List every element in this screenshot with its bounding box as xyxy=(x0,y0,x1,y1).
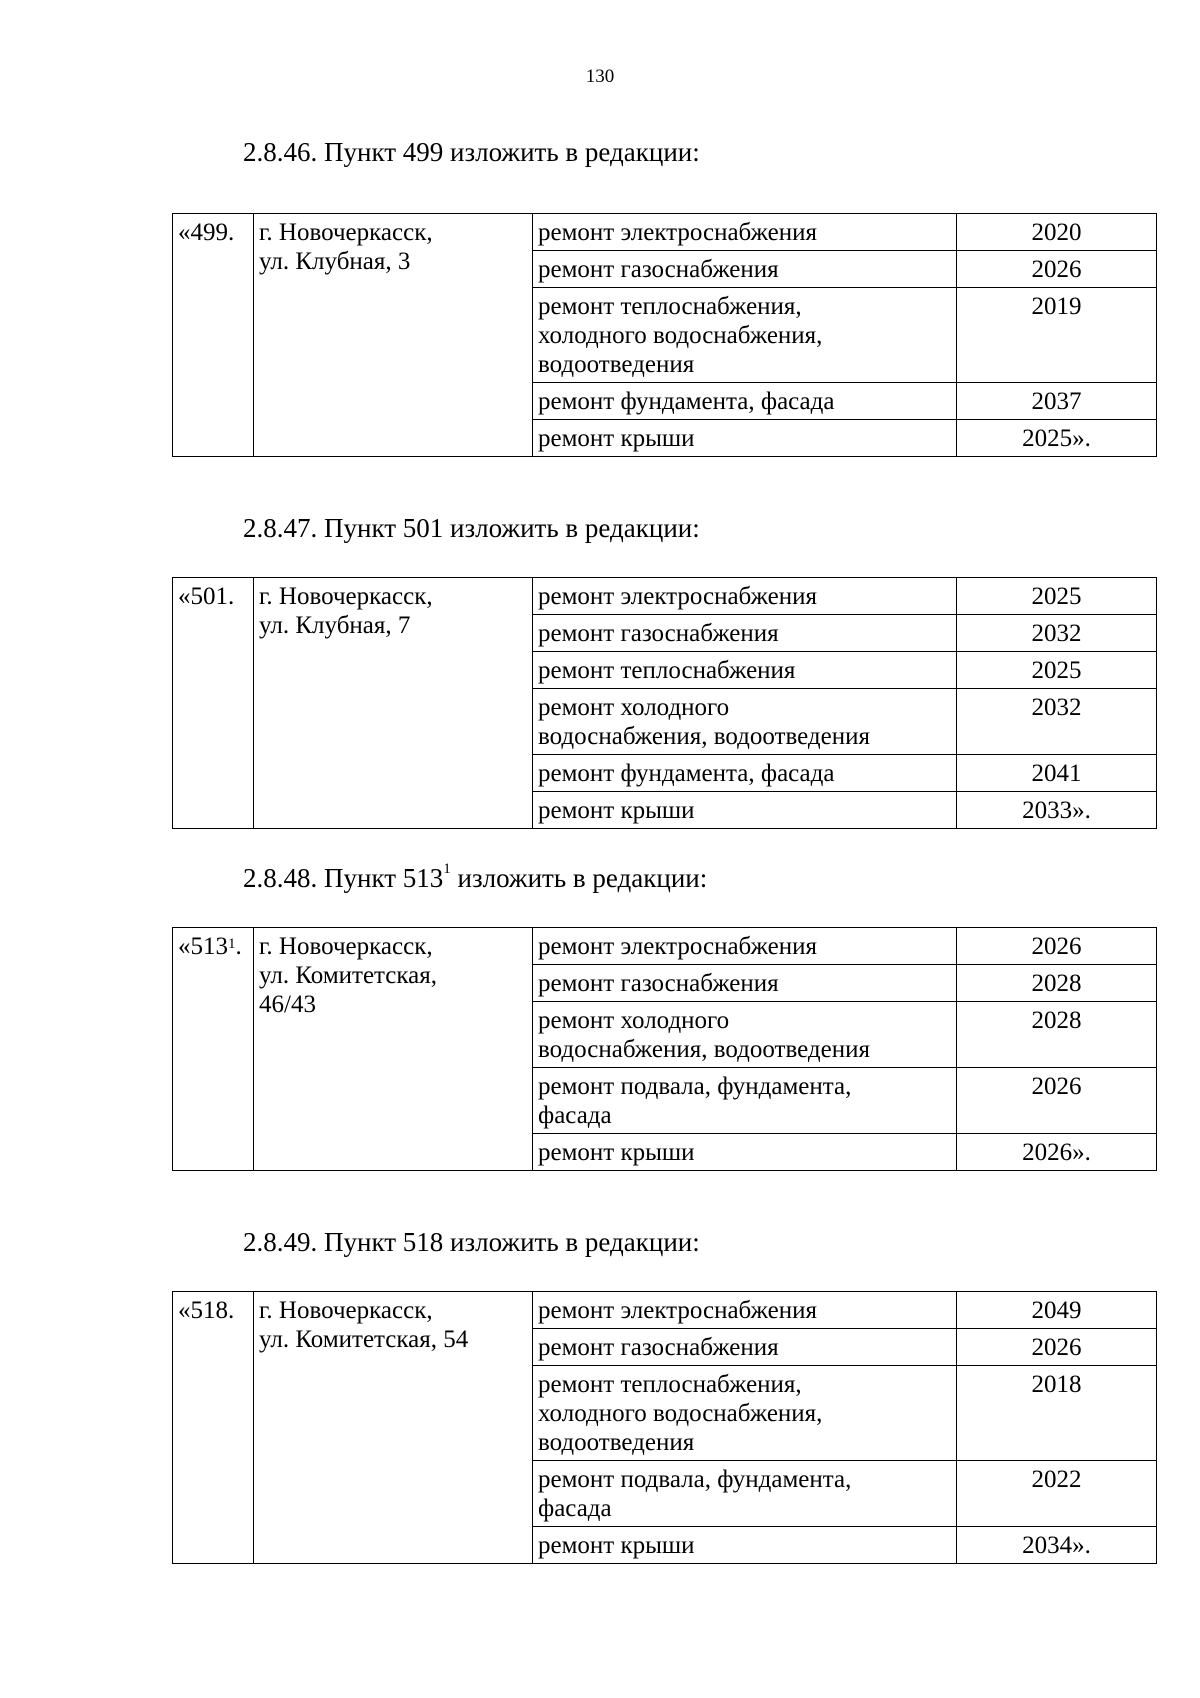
table-row xyxy=(173,928,1157,965)
work-type-text: ремонт теплоснабжения, xyxy=(538,293,802,320)
work-type-text: ремонт фундамента, фасада xyxy=(538,388,835,415)
year-value: 2032 xyxy=(1031,620,1082,647)
section-heading xyxy=(243,513,700,544)
work-type-text: ремонт подвала, фундамента, xyxy=(538,1466,852,1493)
year-value: 2025 xyxy=(1031,583,1082,610)
work-type-cell xyxy=(533,214,957,251)
year-cell xyxy=(957,420,1157,457)
year-cell xyxy=(957,1292,1157,1329)
work-type-text: ремонт холодного xyxy=(538,694,730,721)
work-type-text: ремонт теплоснабжения xyxy=(538,657,796,684)
work-type-cell xyxy=(533,1002,957,1068)
year-cell xyxy=(957,792,1157,829)
heading-text-tail: изложить в редакции: xyxy=(443,1227,700,1257)
work-type-text: ремонт крыши xyxy=(538,1532,695,1559)
item-number-cell xyxy=(173,578,254,829)
work-type-cell xyxy=(533,1134,957,1171)
heading-superscript: 1 xyxy=(443,861,451,877)
year-value: 2028 xyxy=(1031,1007,1082,1034)
work-type-text: ремонт крыши xyxy=(538,1139,695,1166)
work-type-text: ремонт электроснабжения xyxy=(538,583,817,610)
address-line: г. Новочеркасск, xyxy=(259,933,433,960)
work-type-text: ремонт крыши xyxy=(538,797,695,824)
work-type-text: ремонт газоснабжения xyxy=(538,970,779,997)
year-value: 2018 xyxy=(1031,1371,1082,1398)
work-type-cell xyxy=(533,420,957,457)
work-type-text: фасада xyxy=(538,1495,612,1522)
work-type-text: ремонт газоснабжения xyxy=(538,620,779,647)
year-value: 2025 xyxy=(1031,657,1082,684)
work-type-text: фасада xyxy=(538,1102,612,1129)
year-cell xyxy=(957,1002,1157,1068)
work-type-cell xyxy=(533,1068,957,1134)
year-cell xyxy=(957,1527,1157,1564)
item-number: «501. xyxy=(178,583,235,610)
table-row xyxy=(173,1292,1157,1329)
year-value: 2032 xyxy=(1031,694,1082,721)
year-cell xyxy=(957,928,1157,965)
work-type-cell xyxy=(533,1329,957,1366)
item-number: «513 xyxy=(178,933,228,960)
year-value: 2028 xyxy=(1031,970,1082,997)
address-cell xyxy=(254,928,533,1171)
year-value: 2025». xyxy=(1022,425,1091,452)
year-cell xyxy=(957,214,1157,251)
work-type-text: водоснабжения, водоотведения xyxy=(538,1036,870,1063)
work-type-text: ремонт крыши xyxy=(538,425,695,452)
amendment-table xyxy=(172,927,1157,1171)
year-value: 2037 xyxy=(1031,388,1082,415)
section-heading xyxy=(243,1227,700,1258)
year-value: 2026 xyxy=(1031,256,1082,283)
table-row xyxy=(173,578,1157,615)
section-heading xyxy=(243,137,700,168)
year-value: 2041 xyxy=(1031,760,1082,787)
year-cell xyxy=(957,1366,1157,1461)
work-type-text: ремонт подвала, фундамента, xyxy=(538,1073,852,1100)
address-cell xyxy=(254,1292,533,1564)
year-cell xyxy=(957,1068,1157,1134)
year-cell xyxy=(957,383,1157,420)
item-number-superscript: 1 xyxy=(228,936,236,952)
item-number: «518. xyxy=(178,1297,235,1324)
year-value: 2026 xyxy=(1031,933,1082,960)
work-type-text: холодного водоснабжения, xyxy=(538,1400,823,1427)
heading-text: 2.8.49. Пункт 518 xyxy=(243,1227,444,1257)
year-value: 2026 xyxy=(1031,1334,1082,1361)
work-type-cell xyxy=(533,1292,957,1329)
year-value: 2026». xyxy=(1022,1139,1091,1166)
year-value: 2020 xyxy=(1031,219,1082,246)
work-type-cell xyxy=(533,251,957,288)
work-type-text: водоотведения xyxy=(538,351,695,378)
work-type-cell xyxy=(533,652,957,689)
amendment-table xyxy=(172,213,1157,457)
work-type-cell xyxy=(533,615,957,652)
item-number-cell xyxy=(173,214,254,457)
work-type-text: ремонт электроснабжения xyxy=(538,933,817,960)
table-row xyxy=(173,214,1157,251)
heading-text-tail: изложить в редакции: xyxy=(443,513,700,543)
item-number: «499. xyxy=(178,219,235,246)
work-type-text: водоснабжения, водоотведения xyxy=(538,723,870,750)
address-line: г. Новочеркасск, xyxy=(259,219,433,246)
year-cell xyxy=(957,288,1157,383)
year-value: 2034». xyxy=(1022,1532,1091,1559)
year-value: 2019 xyxy=(1031,293,1082,320)
year-value: 2022 xyxy=(1031,1466,1082,1493)
heading-text-tail: изложить в редакции: xyxy=(450,863,708,893)
item-number-cell xyxy=(173,928,254,1171)
work-type-text: ремонт газоснабжения xyxy=(538,1334,779,1361)
address-line: 46/43 xyxy=(259,991,316,1018)
year-value: 2026 xyxy=(1031,1073,1082,1100)
address-line: ул. Клубная, 7 xyxy=(259,612,411,639)
item-number-tail: . xyxy=(235,933,242,960)
heading-text: 2.8.48. Пункт 513 xyxy=(243,863,444,893)
year-cell xyxy=(957,578,1157,615)
year-cell xyxy=(957,1329,1157,1366)
work-type-text: ремонт фундамента, фасада xyxy=(538,760,835,787)
work-type-cell xyxy=(533,792,957,829)
work-type-cell xyxy=(533,1366,957,1461)
work-type-cell xyxy=(533,689,957,755)
address-line: ул. Клубная, 3 xyxy=(259,248,411,275)
year-cell xyxy=(957,615,1157,652)
address-cell xyxy=(254,578,533,829)
work-type-text: ремонт холодного xyxy=(538,1007,730,1034)
work-type-cell xyxy=(533,1527,957,1564)
work-type-text: холодного водоснабжения, xyxy=(538,322,823,349)
amendment-table xyxy=(172,1291,1157,1564)
year-cell xyxy=(957,652,1157,689)
year-cell xyxy=(957,965,1157,1002)
work-type-cell xyxy=(533,928,957,965)
work-type-text: ремонт теплоснабжения, xyxy=(538,1371,802,1398)
work-type-cell xyxy=(533,383,957,420)
heading-text: 2.8.46. Пункт 499 xyxy=(243,137,444,167)
address-line: г. Новочеркасск, xyxy=(259,1297,433,1324)
item-number-cell xyxy=(173,1292,254,1564)
address-line: ул. Комитетская, xyxy=(259,962,437,989)
amendment-table xyxy=(172,577,1157,829)
work-type-text: ремонт газоснабжения xyxy=(538,256,779,283)
section-heading xyxy=(243,863,707,894)
work-type-text: ремонт электроснабжения xyxy=(538,1297,817,1324)
year-cell xyxy=(957,1461,1157,1527)
work-type-cell xyxy=(533,755,957,792)
address-line: ул. Комитетская, 54 xyxy=(259,1326,469,1353)
address-cell xyxy=(254,214,533,457)
work-type-cell xyxy=(533,578,957,615)
year-cell xyxy=(957,251,1157,288)
heading-text: 2.8.47. Пункт 501 xyxy=(243,513,444,543)
work-type-text: водоотведения xyxy=(538,1429,695,1456)
work-type-cell xyxy=(533,965,957,1002)
year-value: 2033». xyxy=(1022,797,1091,824)
year-cell xyxy=(957,755,1157,792)
address-line: г. Новочеркасск, xyxy=(259,583,433,610)
year-value: 2049 xyxy=(1031,1297,1082,1324)
heading-text-tail: изложить в редакции: xyxy=(443,137,700,167)
year-cell xyxy=(957,1134,1157,1171)
page-number: 130 xyxy=(585,66,615,87)
work-type-cell xyxy=(533,288,957,383)
year-cell xyxy=(957,689,1157,755)
work-type-cell xyxy=(533,1461,957,1527)
work-type-text: ремонт электроснабжения xyxy=(538,219,817,246)
